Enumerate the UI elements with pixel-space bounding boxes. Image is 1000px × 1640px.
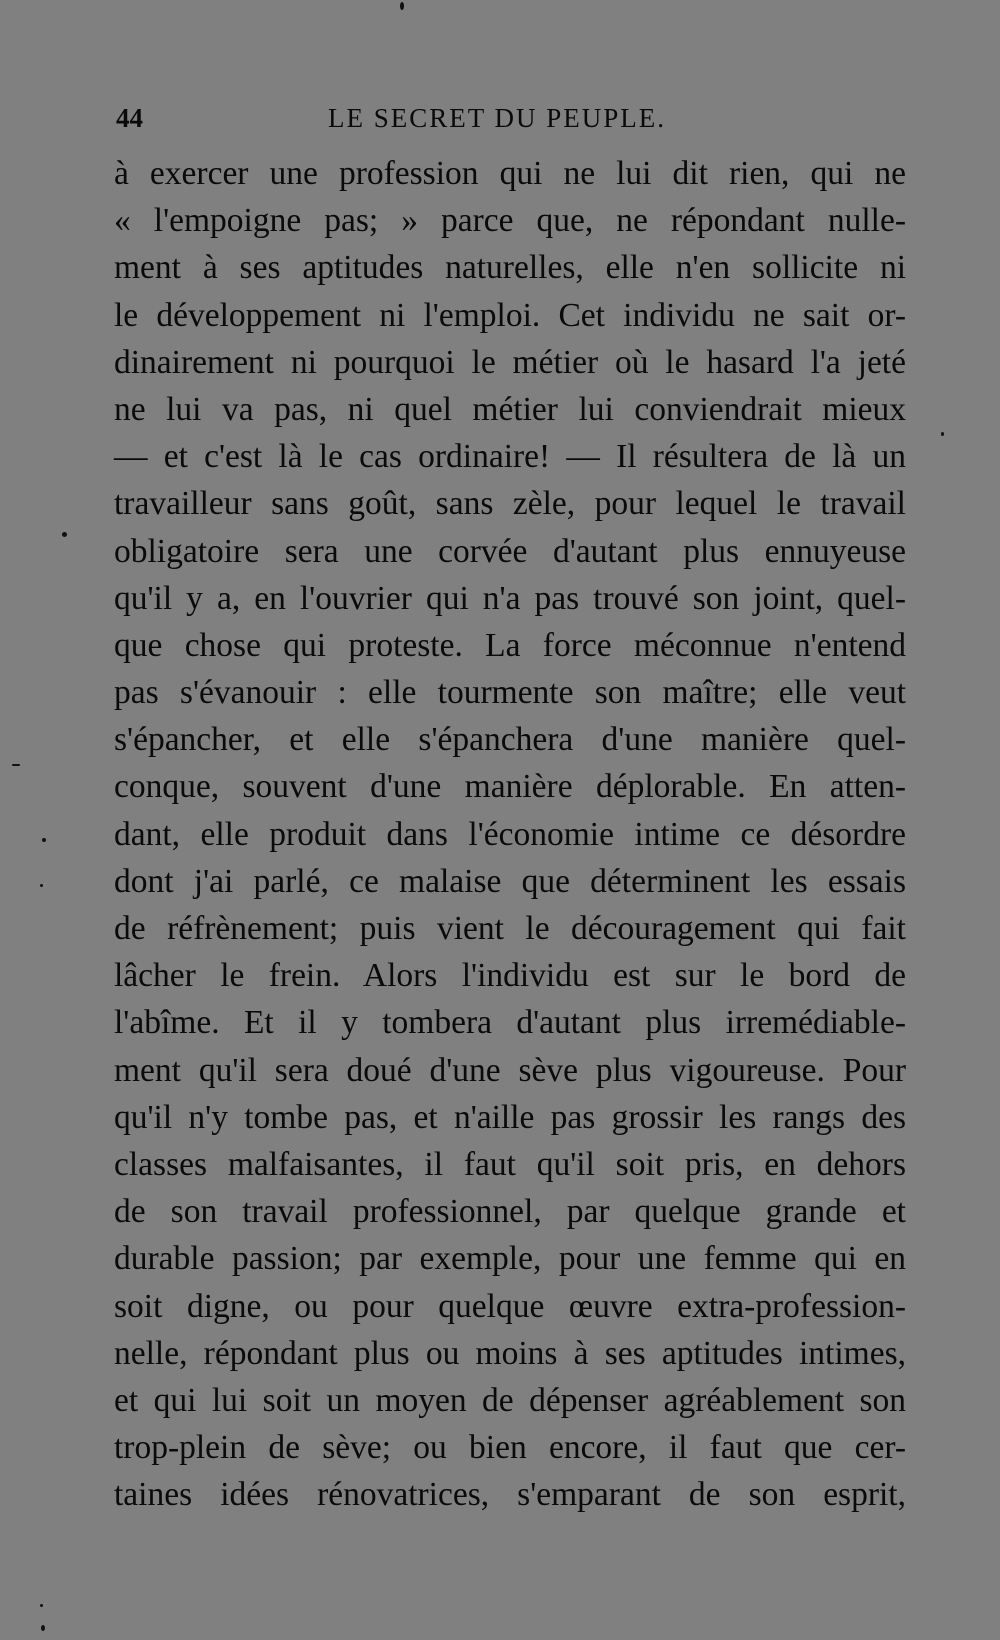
text-line: classes malfaisantes, il faut qu'il soit pris, en dehors	[114, 1145, 906, 1183]
scan-speck	[62, 532, 67, 537]
text-line: qu'il n'y tombe pas, et n'aille pas grossir les rangs des	[114, 1098, 906, 1136]
page-header	[116, 98, 904, 138]
text-line: ne lui va pas, ni quel métier lui conviendrait mieux	[114, 390, 906, 428]
text-line: qu'il y a, en l'ouvrier qui n'a pas trouvé son joint, quel-	[114, 579, 906, 617]
scan-speck	[12, 764, 20, 766]
scan-speck	[400, 2, 404, 10]
text-line: ment à ses aptitudes naturelles, elle n'en sollicite ni	[114, 249, 906, 287]
text-line: l'abîme. Et il y tombera d'autant plus irremédiable-	[114, 1004, 906, 1042]
text-line: dant, elle produit dans l'économie intime ce désordre	[114, 815, 906, 853]
scan-speck	[40, 1604, 43, 1607]
text-line: « l'empoigne pas; » parce que, ne répondant nulle-	[114, 202, 906, 240]
text-line: à exercer une profession qui ne lui dit rien, qui ne	[114, 155, 906, 192]
text-line: conque, souvent d'une manière déplorable. En atten-	[114, 768, 906, 806]
scan-speck	[40, 884, 43, 887]
page-number: 44	[116, 103, 143, 133]
text-line: pas s'évanouir : elle tourmente son maître; elle veut	[114, 674, 906, 712]
text-line: trop-plein de sève; ou bien encore, il faut que cer-	[114, 1429, 906, 1467]
text-line: nelle, répondant plus ou moins à ses aptitudes intimes,	[114, 1334, 906, 1372]
text-line: et qui lui soit un moyen de dépenser agréablement son	[114, 1381, 906, 1419]
scan-speck	[42, 838, 46, 842]
body-text	[114, 150, 906, 1518]
running-title: LE SECRET DU PEUPLE.	[328, 103, 667, 133]
text-line: s'épancher, et elle s'épanchera d'une manière quel-	[114, 721, 906, 759]
text-line: — et c'est là le cas ordinaire! — Il résultera de là un	[114, 438, 906, 476]
scan-speck	[41, 1625, 45, 1631]
text-line: le développement ni l'emploi. Cet individu ne sait or-	[114, 296, 906, 334]
text-line: taines idées rénovatrices, s'emparant de son esprit,	[114, 1476, 906, 1514]
text-line: de son travail professionnel, par quelque grande et	[114, 1193, 906, 1231]
text-line: dont j'ai parlé, ce malaise que déterminent les essais	[114, 862, 906, 900]
text-line: obligatoire sera une corvée d'autant plus ennuyeuse	[114, 532, 906, 570]
text-line: dinairement ni pourquoi le métier où le hasard l'a jeté	[114, 343, 906, 381]
text-line: lâcher le frein. Alors l'individu est sur le bord de	[114, 957, 906, 995]
text-line: de réfrènement; puis vient le découragement qui fait	[114, 910, 906, 947]
scan-speck	[941, 432, 944, 436]
text-line: soit digne, ou pour quelque œuvre extra-profession-	[114, 1287, 906, 1325]
text-line: que chose qui proteste. La force méconnue n'entend	[114, 626, 906, 664]
text-line: durable passion; par exemple, pour une femme qui en	[114, 1240, 906, 1278]
text-line: travailleur sans goût, sans zèle, pour lequel le travail	[114, 485, 906, 523]
text-line: ment qu'il sera doué d'une sève plus vigoureuse. Pour	[114, 1051, 906, 1089]
